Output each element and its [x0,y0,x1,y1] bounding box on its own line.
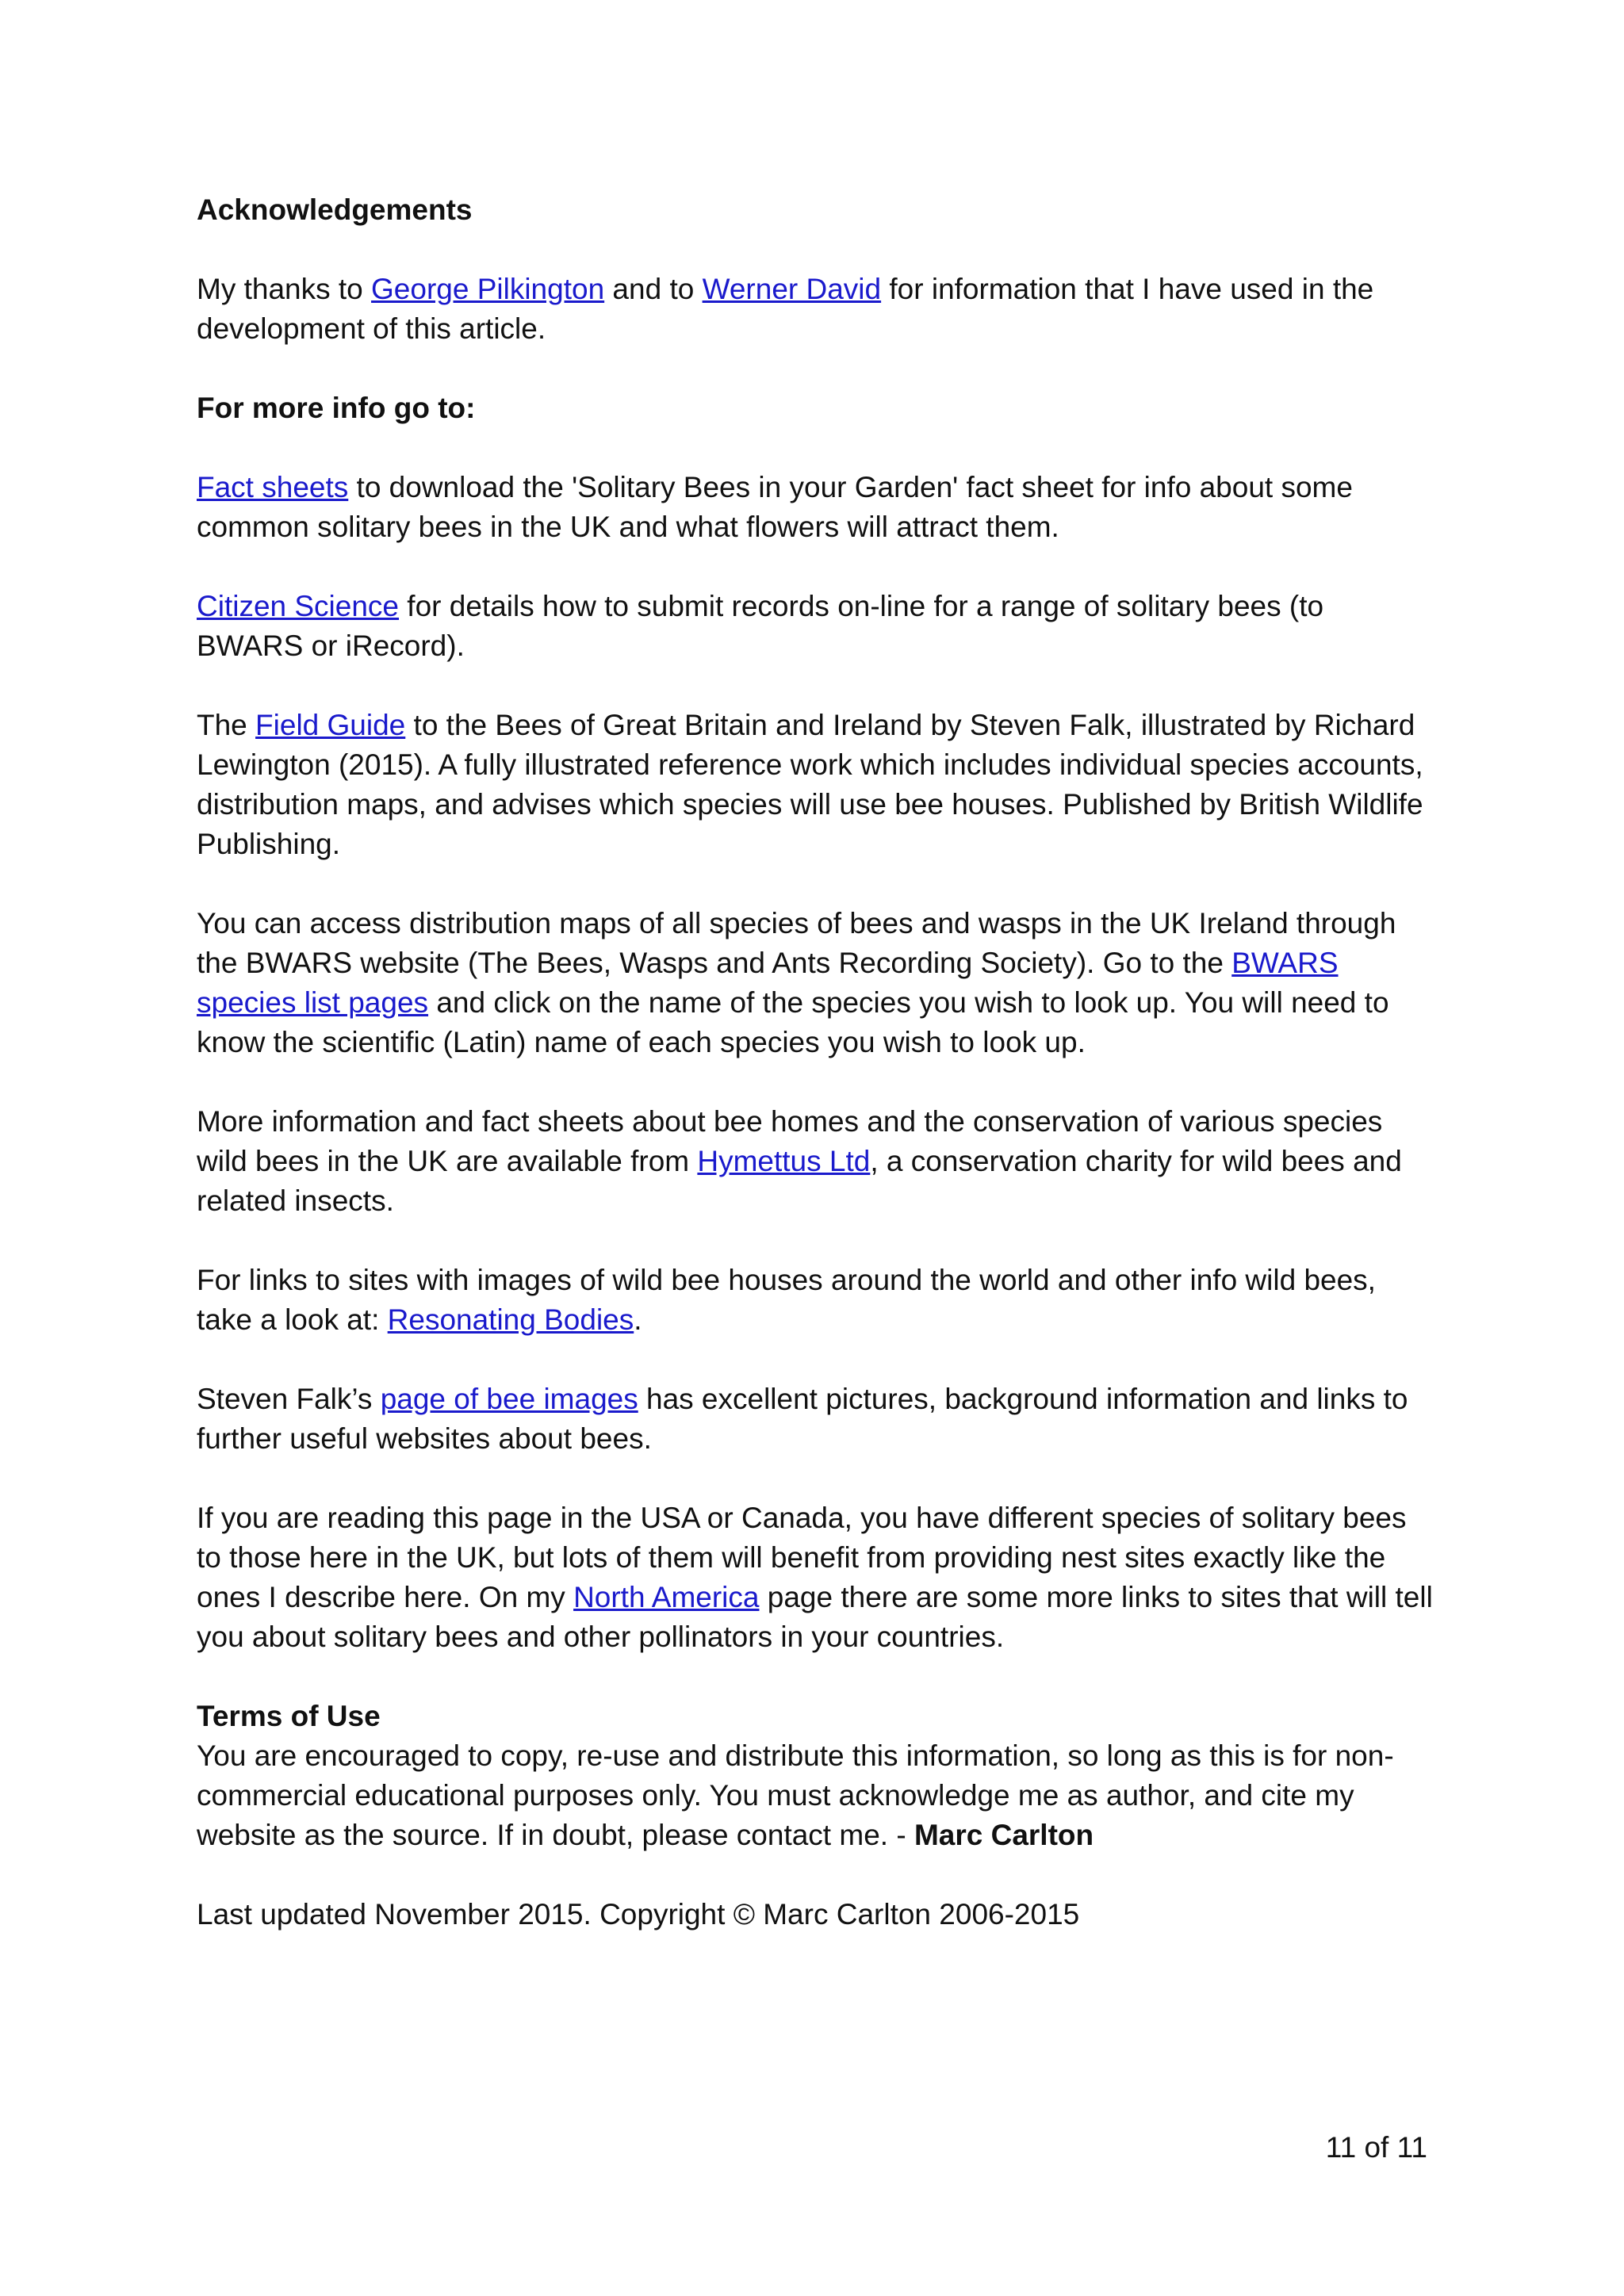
hymettus-paragraph [197,1102,1434,1221]
acknowledgements-paragraph [197,270,1434,349]
north-america-link[interactable]: North America [573,1581,760,1613]
author-name: Marc Carlton [914,1819,1094,1851]
fact-sheets-link[interactable]: Fact sheets [197,471,349,503]
citizen-science-link[interactable]: Citizen Science [197,590,400,622]
bwars-text-1: You can access distribution maps of all species of bees and wasps in the UK Ireland through the BWARS website (The Bees, Wasps and Ants Recording Society). Go to the [197,907,1396,979]
north-america-paragraph [197,1498,1434,1657]
citizen-science-paragraph [197,587,1434,666]
more-info-heading: For more info go to: [197,392,476,424]
field-guide-text-2: to the Bees of Great Britain and Ireland by Steven Falk, illustrated by Richard Lewington (2015). A fully illustrated reference work which includes individual species accounts, distribution maps, and advises which species will use bee houses. Published by British Wildlife Publishing. [197,709,1423,860]
page-number: 11 of 11 [1325,2131,1427,2164]
bee-images-link[interactable]: page of bee images [380,1383,638,1415]
ack-text-2: and to [604,273,703,305]
citizen-science-text: for details how to submit records on-line for a range of solitary bees (to BWARS or iRecord). [197,590,1324,662]
fact-sheets-paragraph [197,468,1434,547]
terms-of-use-paragraph [197,1736,1434,1855]
bwars-text-2: and click on the name of the species you wish to look up. You will need to know the scientific (Latin) name of each species you wish to look up. [197,986,1389,1058]
resonating-bodies-link[interactable]: Resonating Bodies [387,1303,634,1336]
falk-text-1: Steven Falk’s [197,1383,381,1415]
fact-sheets-text: to download the 'Solitary Bees in your Garden' fact sheet for info about some common solitary bees in the UK and what flowers will attract them. [197,471,1353,543]
bwars-species-list-link[interactable]: BWARS species list pages [197,947,1339,1019]
terms-of-use-heading: Terms of Use [197,1700,381,1732]
falk-text-2: has excellent pictures, background information and links to further useful websites about bees. [197,1383,1408,1455]
field-guide-link[interactable]: Field Guide [255,709,406,741]
field-guide-text-1: The [197,709,256,741]
usa-text-1: If you are reading this page in the USA or Canada, you have different species of solitary bees to those here in the UK, but lots of them will benefit from providing nest sites exactly like the ones I describe here. On my [197,1502,1407,1613]
last-updated-text: Last updated November 2015. Copyright © Marc Carlton 2006-2015 [197,1898,1080,1931]
resonating-bodies-paragraph [197,1261,1434,1340]
usa-text-2: page there are some more links to sites that will tell you about solitary bees and other pollinators in your countries. [197,1581,1433,1653]
field-guide-paragraph [197,706,1434,864]
hymettus-link[interactable]: Hymettus Ltd [697,1145,871,1177]
hymettus-text-2: , a conservation charity for wild bees and related insects. [197,1145,1402,1217]
george-pilkington-link[interactable]: George Pilkington [371,273,605,305]
werner-david-link[interactable]: Werner David [702,273,882,305]
falk-images-paragraph [197,1380,1434,1459]
ack-text-3: for information that I have used in the development of this article. [197,273,1374,345]
acknowledgements-heading: Acknowledgements [197,193,473,226]
resonating-text-1: For links to sites with images of wild bee houses around the world and other info wild bees, take a look at: [197,1264,1376,1336]
resonating-text-2: . [634,1303,642,1336]
document-body [197,190,1434,1974]
bwars-paragraph [197,904,1434,1062]
terms-text: You are encouraged to copy, re-use and distribute this information, so long as this is for non-commercial educational purposes only. You must acknowledge me as author, and cite my website as the source. If in doubt, please contact me. - [197,1739,1394,1851]
hymettus-text-1: More information and fact sheets about bee homes and the conservation of various species wild bees in the UK are available from [197,1105,1383,1177]
ack-text-1: My thanks to [197,273,372,305]
